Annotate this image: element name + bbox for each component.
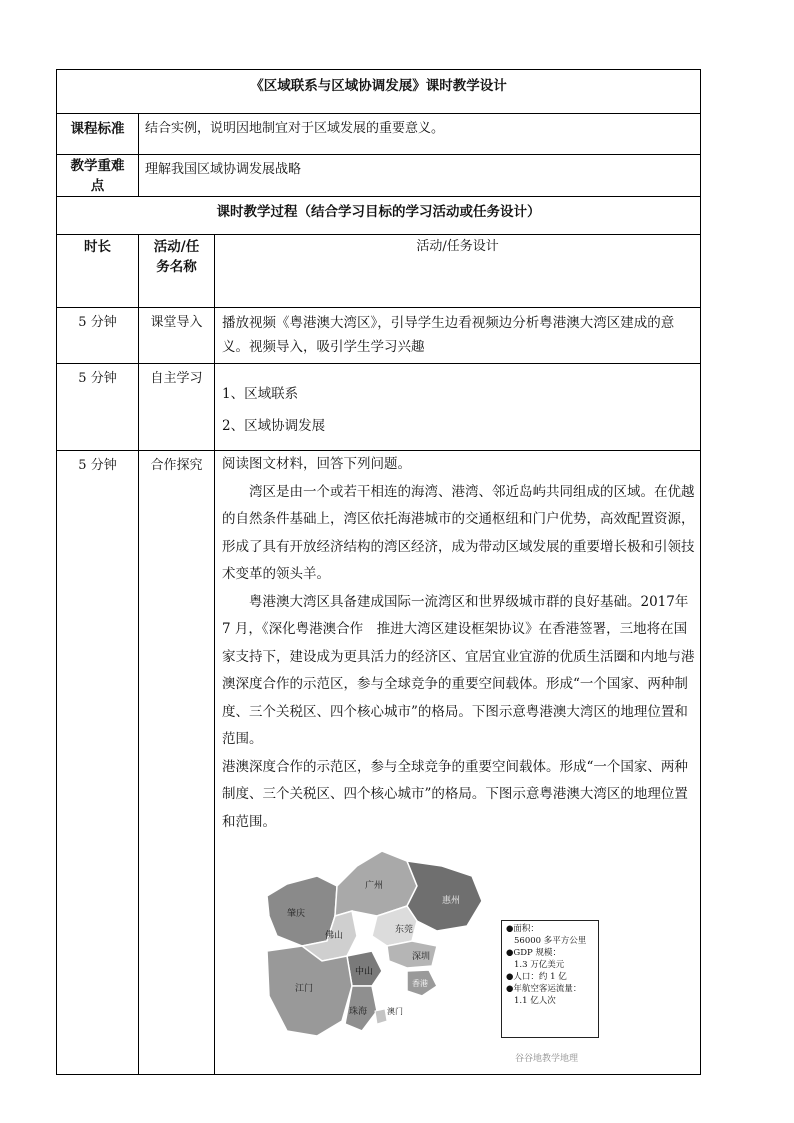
row3-time: 5 分钟 [57, 451, 139, 1075]
region-macau [375, 1009, 387, 1024]
focus-label-line2: 点 [90, 178, 105, 194]
label-jiangmen: 江门 [295, 984, 314, 994]
bay-area-map-svg [257, 846, 677, 1066]
label-hongkong: 香港 [412, 979, 428, 988]
watermark: 谷谷地教学地理 [515, 1054, 579, 1064]
label-shenzhen: 深圳 [412, 952, 431, 962]
label-zhongshan: 中山 [355, 967, 374, 977]
label-huizhou: 惠州 [442, 896, 461, 906]
focus-label [57, 155, 139, 197]
row3-para3: 港澳深度合作的示范区，参与全球竞争的重要空间载体。形成“一个国家、两种制度、三个关税区、四个核心城市”的格局。下图示意粤港澳大湾区的地理位置和范围。 [222, 758, 688, 830]
row1-name: 课堂导入 [139, 308, 215, 364]
row3-content [215, 451, 701, 1075]
header-activity [139, 235, 215, 308]
label-zhaoqing: 肇庆 [287, 909, 306, 919]
map-legend [501, 920, 599, 1038]
header-time: 时长 [57, 235, 139, 308]
label-dongguan: 东莞 [395, 925, 414, 935]
document-title: 《区域联系与区域协调发展》课时教学设计 [57, 70, 701, 114]
row2-items [215, 364, 701, 451]
label-foshan: 佛山 [325, 931, 344, 941]
row2-item1: 1、区域联系 [222, 386, 299, 402]
row2-item2: 2、区域协调发展 [222, 418, 326, 434]
legend-gdp-label: ●GDP 规模： [506, 948, 561, 958]
standard-text: 结合实例，说明因地制宜对于区域发展的重要意义。 [139, 114, 701, 155]
legend-area-value: 56000 多平方公里 [514, 936, 587, 946]
focus-label-line1: 教学重难 [70, 158, 125, 174]
lesson-plan-table [56, 69, 700, 1075]
focus-text: 理解我国区域协调发展战略 [139, 155, 701, 197]
header-design: 活动/任务设计 [215, 235, 701, 308]
legend-area-label: ●面积： [506, 924, 539, 934]
label-macau: 澳门 [387, 1007, 403, 1016]
label-zhuhai: 珠海 [349, 1007, 368, 1017]
row1-time: 5 分钟 [57, 308, 139, 364]
row2-time: 5 分钟 [57, 364, 139, 451]
legend-air-label: ●年航空客运流量： [506, 984, 582, 994]
row3-para1: 湾区是由一个或若干相连的海湾、港湾、邻近岛屿共同组成的区域。在优越的自然条件基础上，湾区依托海港城市的交通枢纽和门户优势，高效配置资源，形成了具有开放经济结构的湾区经济，成为带动区域发展的重要增长极和引领技术变革的领头羊。 [222, 483, 695, 582]
process-title: 课时教学过程（结合学习目标的学习活动或任务设计） [57, 197, 701, 235]
legend-population: ●人口：约 1 亿 [506, 972, 567, 982]
header-activity-line1: 活动/任 [153, 239, 200, 255]
row3-intro: 阅读图文材料，回答下列问题。 [222, 456, 411, 472]
row3-name: 合作探究 [139, 451, 215, 1075]
label-guangzhou: 广州 [365, 881, 384, 891]
legend-air-value: 1.1 亿人次 [514, 996, 556, 1006]
standard-label: 课程标准 [57, 114, 139, 155]
legend-gdp-value: 1.3 万亿美元 [514, 960, 565, 970]
header-activity-line2: 务名称 [156, 259, 197, 275]
row2-name: 自主学习 [139, 364, 215, 451]
bay-area-map [257, 846, 677, 1066]
row1-text: 播放视频《粤港澳大湾区》，引导学生边看视频边分析粤港澳大湾区建成的意义。视频导入，吸引学生学习兴趣 [215, 308, 701, 364]
row3-para2: 粤港澳大湾区具备建成国际一流湾区和世界级城市群的良好基础。2017年 7 月，《深化粤港澳合作 推进大湾区建设框架协议》在香港签署，三地将在国家支持下，建设成为更具活力的经济区、宜居宜业宜游的优质生活圈和内地与港澳深度合作的示范区，参与全球竞争的重要空间载体。形成“一个国家、两种制度、三个关税区、四个核心城市”的格局。下图示意粤港澳大湾区的地理位置和范围。 [222, 593, 695, 747]
